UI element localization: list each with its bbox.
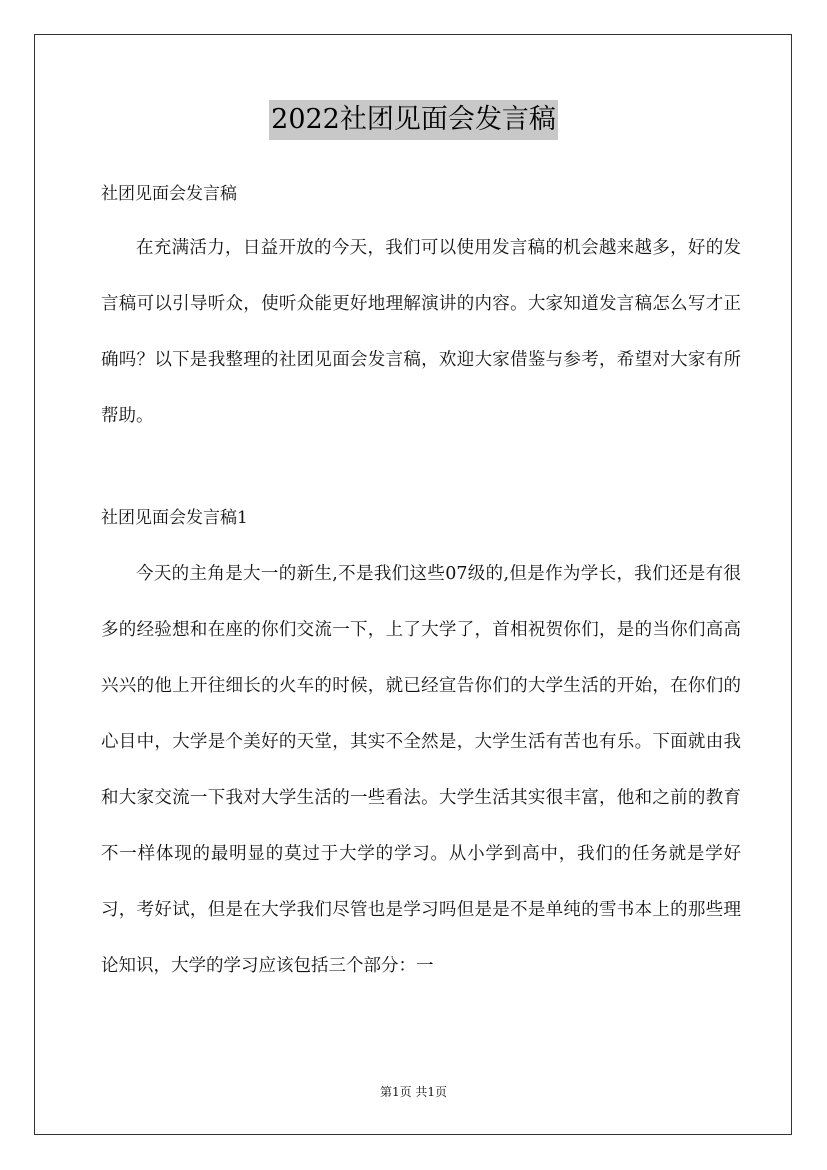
section-heading: 社团见面会发言稿1	[101, 508, 248, 528]
section-paragraph: 今天的主角是大一的新生,不是我们这些07级的,但是作为学长，我们还是有很多的经验想和在座的你们交流一下，上了大学了，首相祝贺你们，是的当你们高高兴兴的他上开往细长的火车的时候，就已经宣告你们的大学生活的开始，在你们的心目中，大学是个美好的天堂，其实不全然是，大学生活有苦也有乐。下面就由我和大家交流一下我对大学生活的一些看法。大学生活其实很丰富，他和之前的教育不一样体现的最明显的莫过于大学的学习。从小学到高中，我们的任务就是学好习，考好试，但是在大学我们尽管也是学习吗但是是不是单纯的雪书本上的那些理论知识，大学的学习应该包括三个部分：一	[101, 564, 741, 976]
document-subtitle: 社团见面会发言稿	[101, 184, 237, 204]
document-title: 2022社团见面会发言稿	[269, 100, 558, 140]
intro-paragraph: 在充满活力，日益开放的今天，我们可以使用发言稿的机会越来越多，好的发言稿可以引导听众，使听众能更好地理解演讲的内容。大家知道发言稿怎么写才正确吗？以下是我整理的社团见面会发言稿，欢迎大家借鉴与参考，希望对大家有所帮助。	[101, 238, 741, 426]
title-container	[0, 100, 827, 140]
page-footer: 第1页 共1页	[379, 1085, 448, 1099]
